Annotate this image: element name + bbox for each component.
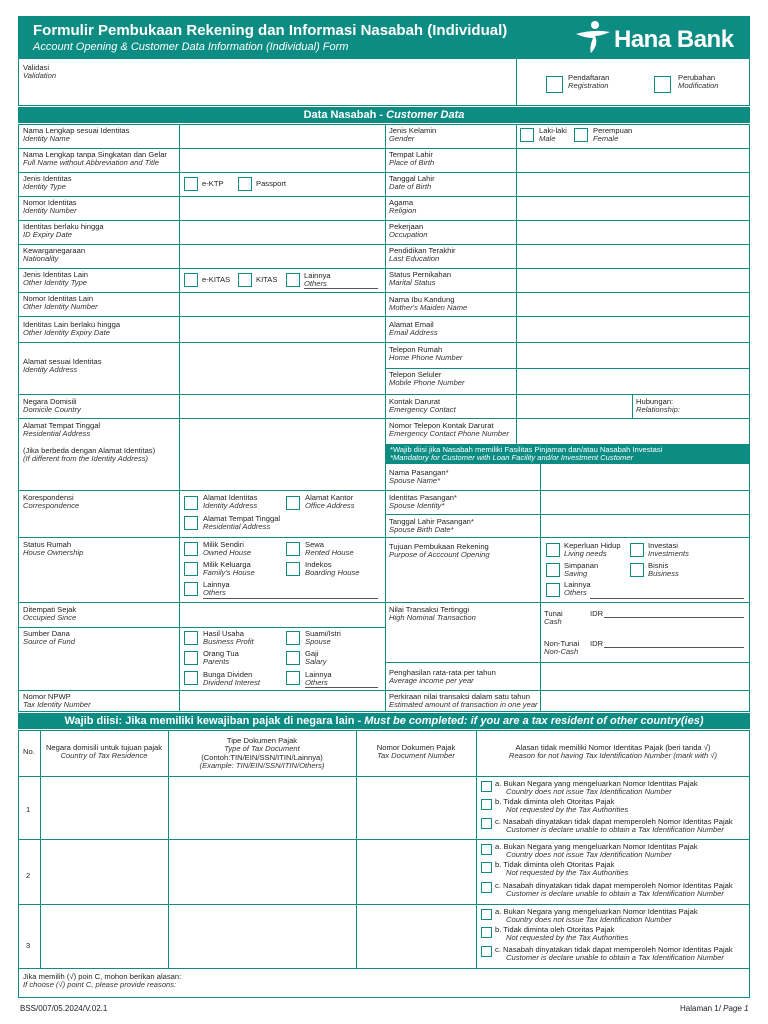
modification-label: Perubahan Modification — [678, 73, 719, 91]
family-house-checkbox[interactable] — [184, 562, 198, 576]
tax-col-doc-number: Nomor Dokumen Pajak Tax Document Number — [376, 743, 456, 761]
other-identity-expiry-label: Identitas Lain berlaku hingga Other Identity Expiry Date — [23, 320, 121, 338]
tax-row-number: 2 — [26, 871, 31, 880]
identity-type-label: Jenis Identitas Identity Type — [23, 174, 72, 192]
occupied-since-label: Ditempati Sejak Occupied Since — [23, 605, 77, 623]
dividend-fund-checkbox[interactable] — [184, 671, 198, 685]
account-purpose-label: Tujuan Pembukaan Rekening Purpose of Acccount Opening — [389, 542, 490, 560]
business-profit-label: Hasil Usaha Business Profit — [203, 629, 254, 647]
identity-name-label: Nama Lengkap sesuai Identitas Identity Name — [23, 126, 130, 144]
other-identity-others-label: Lainnya Others — [304, 271, 331, 289]
reason-c-label: c. Nasabah dinyatakan tidak dapat memperoleh Nomor Identitas Pajak Customer is declare unable to obtain a Tax Identification Number — [495, 817, 733, 835]
ektp-label: e-KTP — [202, 179, 224, 188]
validation-box — [18, 58, 750, 106]
customer-data-header: Data Nasabah - Customer Data — [18, 107, 750, 123]
last-education-label: Pendidikan Terakhir Last Education — [389, 246, 456, 264]
reason-a-checkbox[interactable] — [481, 781, 492, 792]
tax-col-country: Negara domisili untuk tujuan pajak Country of Tax Residence — [45, 743, 163, 761]
email-label: Alamat Email Email Address — [389, 320, 438, 338]
form-subtitle: Account Opening & Customer Data Information (Individual) Form — [33, 41, 349, 53]
occupation-label: Pekerjaan Occupation — [389, 222, 428, 240]
cash-currency: IDR — [590, 609, 604, 618]
salary-fund-checkbox[interactable] — [286, 651, 300, 665]
hana-logo-icon — [573, 20, 613, 56]
house-others-checkbox[interactable] — [184, 582, 198, 596]
noncash-label: Non-Tunai Non-Cash — [544, 639, 580, 657]
reason-a-label: a. Bukan Negara yang mengeluarkan Nomor Identitas Pajak Country does not issue Tax Identification Number — [495, 907, 698, 925]
male-checkbox[interactable] — [520, 128, 534, 142]
passport-checkbox[interactable] — [238, 177, 252, 191]
other-identity-number-label: Nomor Identitas Lain Other Identity Number — [23, 294, 98, 312]
purpose-others-checkbox[interactable] — [546, 583, 560, 597]
corr-office-address-checkbox[interactable] — [286, 496, 300, 510]
house-ownership-label: Status Rumah House Ownership — [23, 540, 84, 558]
registration-label: Pendaftaran Registration — [568, 73, 610, 91]
purpose-others-label: Lainnya Others — [564, 580, 591, 598]
owned-house-checkbox[interactable] — [184, 542, 198, 556]
salary-fund-label: Gaji Salary — [305, 649, 327, 667]
tax-row-number: 1 — [26, 805, 31, 814]
kitas-checkbox[interactable] — [238, 273, 252, 287]
page-number: Halaman 1/ Page 1 — [680, 1004, 749, 1013]
spouse-mandatory-note: *Wajib diisi jika Nasabah memiliki Fasilitas Pinjaman dan/atau Nasabah Investasi *Mandatory for Customer with Loan Facility and/or Investment Customer — [386, 444, 750, 464]
reason-a-checkbox[interactable] — [481, 844, 492, 855]
female-checkbox[interactable] — [574, 128, 588, 142]
other-identity-others-checkbox[interactable] — [286, 273, 300, 287]
business-checkbox[interactable] — [630, 563, 644, 577]
identity-address-label: Alamat sesuai Identitas Identity Address — [23, 357, 102, 375]
spouse-identity-label: Identitas Pasangan* Spouse Identity* — [389, 493, 457, 511]
id-expiry-label: Identitas berlaku hingga ID Expiry Date — [23, 222, 104, 240]
average-income-label: Penghasilan rata-rata per tahun Average income per year — [389, 668, 496, 686]
parents-fund-label: Orang Tua Parents — [203, 649, 239, 667]
full-name-label: Nama Lengkap tanpa Singkatan dan Gelar Full Name without Abbreviation and Title — [23, 150, 167, 168]
relationship-label: Hubungan: Relationship: — [636, 397, 680, 415]
reason-c-checkbox[interactable] — [481, 946, 492, 957]
tax-col-no: No. — [23, 747, 35, 756]
domicile-country-label: Negara Domisili Domicile Country — [23, 397, 81, 415]
reason-b-label: b. Tidak diminta oleh Otoritas Pajak Not requested by the Tax Authorities — [495, 797, 629, 815]
reason-a-label: a. Bukan Negara yang mengeluarkan Nomor Identitas Pajak Country does not issue Tax Identification Number — [495, 779, 698, 797]
place-of-birth-label: Tempat Lahir Place of Birth — [389, 150, 435, 168]
living-needs-label: Keperluan Hidup Living needs — [564, 541, 621, 559]
nationality-label: Kewarganegaraan Nationality — [23, 246, 86, 264]
estimated-transaction-label: Perkiraan nilai transaksi dalam satu tahun Estimated amount of transaction in one year — [389, 692, 538, 710]
reason-b-checkbox[interactable] — [481, 862, 492, 873]
source-of-fund-label: Sumber Dana Source of Fund — [23, 629, 75, 647]
saving-label: Simpanan Saving — [564, 561, 599, 579]
tax-section-header: Wajib diisi: Jika memiliki kewajiban pajak di negara lain - Must be completed: if you are a tax resident of other country(ies) — [18, 713, 750, 729]
rented-house-label: Sewa Rented House — [305, 540, 354, 558]
spouse-fund-checkbox[interactable] — [286, 631, 300, 645]
passport-label: Passport — [256, 179, 286, 188]
correspondence-label: Korespondensi Correspondence — [23, 493, 80, 511]
parents-fund-checkbox[interactable] — [184, 651, 198, 665]
spouse-fund-label: Suami/Istri Spouse — [305, 629, 341, 647]
house-others-label: Lainnya Others — [203, 580, 230, 598]
investments-label: Investasi Investments — [648, 541, 689, 559]
form-code: BSS/007/05.2024/V.02.1 — [20, 1004, 108, 1013]
tax-col-doc-type: Tipe Dokumen Pajak Type of Tax Document (Contoh:TIN/EIN/SSN/ITIN/Lainnya) (Example: TIN/EIN/SSN/ITIN/Others) — [199, 736, 325, 771]
reason-b-checkbox[interactable] — [481, 799, 492, 810]
female-label: Perempuan Female — [593, 126, 633, 144]
boarding-house-checkbox[interactable] — [286, 562, 300, 576]
other-identity-type-label: Jenis Identitas Lain Other Identity Type — [23, 270, 89, 288]
ektp-checkbox[interactable] — [184, 177, 198, 191]
tax-id-number-label: Nomor NPWP Tax Identity Number — [23, 692, 91, 710]
point-c-reason-note: Jika memilih (√) poin C, mohon berikan alasan: If choose (√) point C, please provide reasons: — [23, 972, 182, 990]
living-needs-checkbox[interactable] — [546, 543, 560, 557]
fund-others-label: Lainnya Others — [305, 670, 332, 688]
gender-label: Jenis Kelamin Gender — [389, 126, 437, 144]
corr-residential-address-checkbox[interactable] — [184, 516, 198, 530]
high-transaction-label: Nilai Transaksi Tertinggi High Nominal Transaction — [389, 605, 476, 623]
business-profit-checkbox[interactable] — [184, 631, 198, 645]
reason-c-label: c. Nasabah dinyatakan tidak dapat memperoleh Nomor Identitas Pajak Customer is declare unable to obtain a Tax Identification Number — [495, 881, 733, 899]
investments-checkbox[interactable] — [630, 543, 644, 557]
reason-c-checkbox[interactable] — [481, 882, 492, 893]
validation-label: Validasi Validation — [23, 63, 57, 81]
form-title: Formulir Pembukaan Rekening dan Informasi Nasabah (Individual) — [33, 22, 508, 39]
boarding-house-label: Indekos Boarding House — [305, 560, 360, 578]
home-phone-label: Telepon Rumah Home Phone Number — [389, 345, 463, 363]
reason-b-checkbox[interactable] — [481, 927, 492, 938]
emergency-phone-label: Nomor Telepon Kontak Darurat Emergency Contact Phone Number — [389, 421, 509, 439]
mobile-phone-label: Telepon Seluler Mobile Phone Number — [389, 370, 465, 388]
date-of-birth-label: Tanggal Lahir Date of Birth — [389, 174, 435, 192]
business-label: Bisnis Business — [648, 561, 679, 579]
identity-number-label: Nomor Identitas Identity Number — [23, 198, 77, 216]
reason-a-checkbox[interactable] — [481, 909, 492, 920]
residential-address-note: (Jika berbeda dengan Alamat Identitas) (If different from the Identity Address) — [23, 446, 156, 464]
ekitas-checkbox[interactable] — [184, 273, 198, 287]
fund-others-checkbox[interactable] — [286, 671, 300, 685]
residential-address-label: Alamat Tempat Tinggal Residential Address — [23, 421, 101, 439]
owned-house-label: Milik Sendiri Owned House — [203, 540, 252, 558]
kitas-label: KITAS — [256, 275, 278, 284]
corr-identity-address-checkbox[interactable] — [184, 496, 198, 510]
spouse-birth-date-label: Tanggal Lahir Pasangan* Spouse Birth Date* — [389, 517, 474, 535]
tax-col-reason: Alasan tidak memiliki Nomor Identitas Pajak (beri tanda √) Reason for not having Tax Identification Number (mark with √) — [508, 743, 718, 761]
corr-identity-address-label: Alamat Identitas Identity Address — [203, 493, 258, 511]
modification-checkbox[interactable] — [654, 76, 671, 93]
reason-c-label: c. Nasabah dinyatakan tidak dapat memperoleh Nomor Identitas Pajak Customer is declare unable to obtain a Tax Identification Number — [495, 945, 733, 963]
corr-residential-address-label: Alamat Tempat Tinggal Residential Address — [203, 514, 281, 532]
registration-checkbox[interactable] — [546, 76, 563, 93]
saving-checkbox[interactable] — [546, 563, 560, 577]
reason-c-checkbox[interactable] — [481, 818, 492, 829]
cash-label: Tunai Cash — [544, 609, 563, 627]
tax-row-number: 3 — [26, 941, 31, 950]
reason-a-label: a. Bukan Negara yang mengeluarkan Nomor Identitas Pajak Country does not issue Tax Identification Number — [495, 842, 698, 860]
reason-b-label: b. Tidak diminta oleh Otoritas Pajak Not requested by the Tax Authorities — [495, 860, 629, 878]
rented-house-checkbox[interactable] — [286, 542, 300, 556]
spouse-name-label: Nama Pasangan* Spouse Name* — [389, 468, 449, 486]
emergency-contact-label: Kontak Darurat Emergency Contact — [389, 397, 456, 415]
mother-maiden-name-label: Nama Ibu Kandung Mother's Maiden Name — [389, 295, 468, 313]
marital-status-label: Status Pernikahan Marital Status — [389, 270, 452, 288]
reason-b-label: b. Tidak diminta oleh Otoritas Pajak Not requested by the Tax Authorities — [495, 925, 629, 943]
noncash-currency: IDR — [590, 639, 604, 648]
dividend-fund-label: Bunga Dividen Dividend Interest — [203, 670, 260, 688]
male-label: Laki-laki Male — [539, 126, 567, 144]
religion-label: Agama Religion — [389, 198, 417, 216]
ekitas-label: e-KITAS — [202, 275, 231, 284]
bank-logo: Hana Bank — [614, 26, 734, 53]
family-house-label: Milik Keluarga Family's House — [203, 560, 255, 578]
corr-office-address-label: Alamat Kantor Office Address — [305, 493, 355, 511]
